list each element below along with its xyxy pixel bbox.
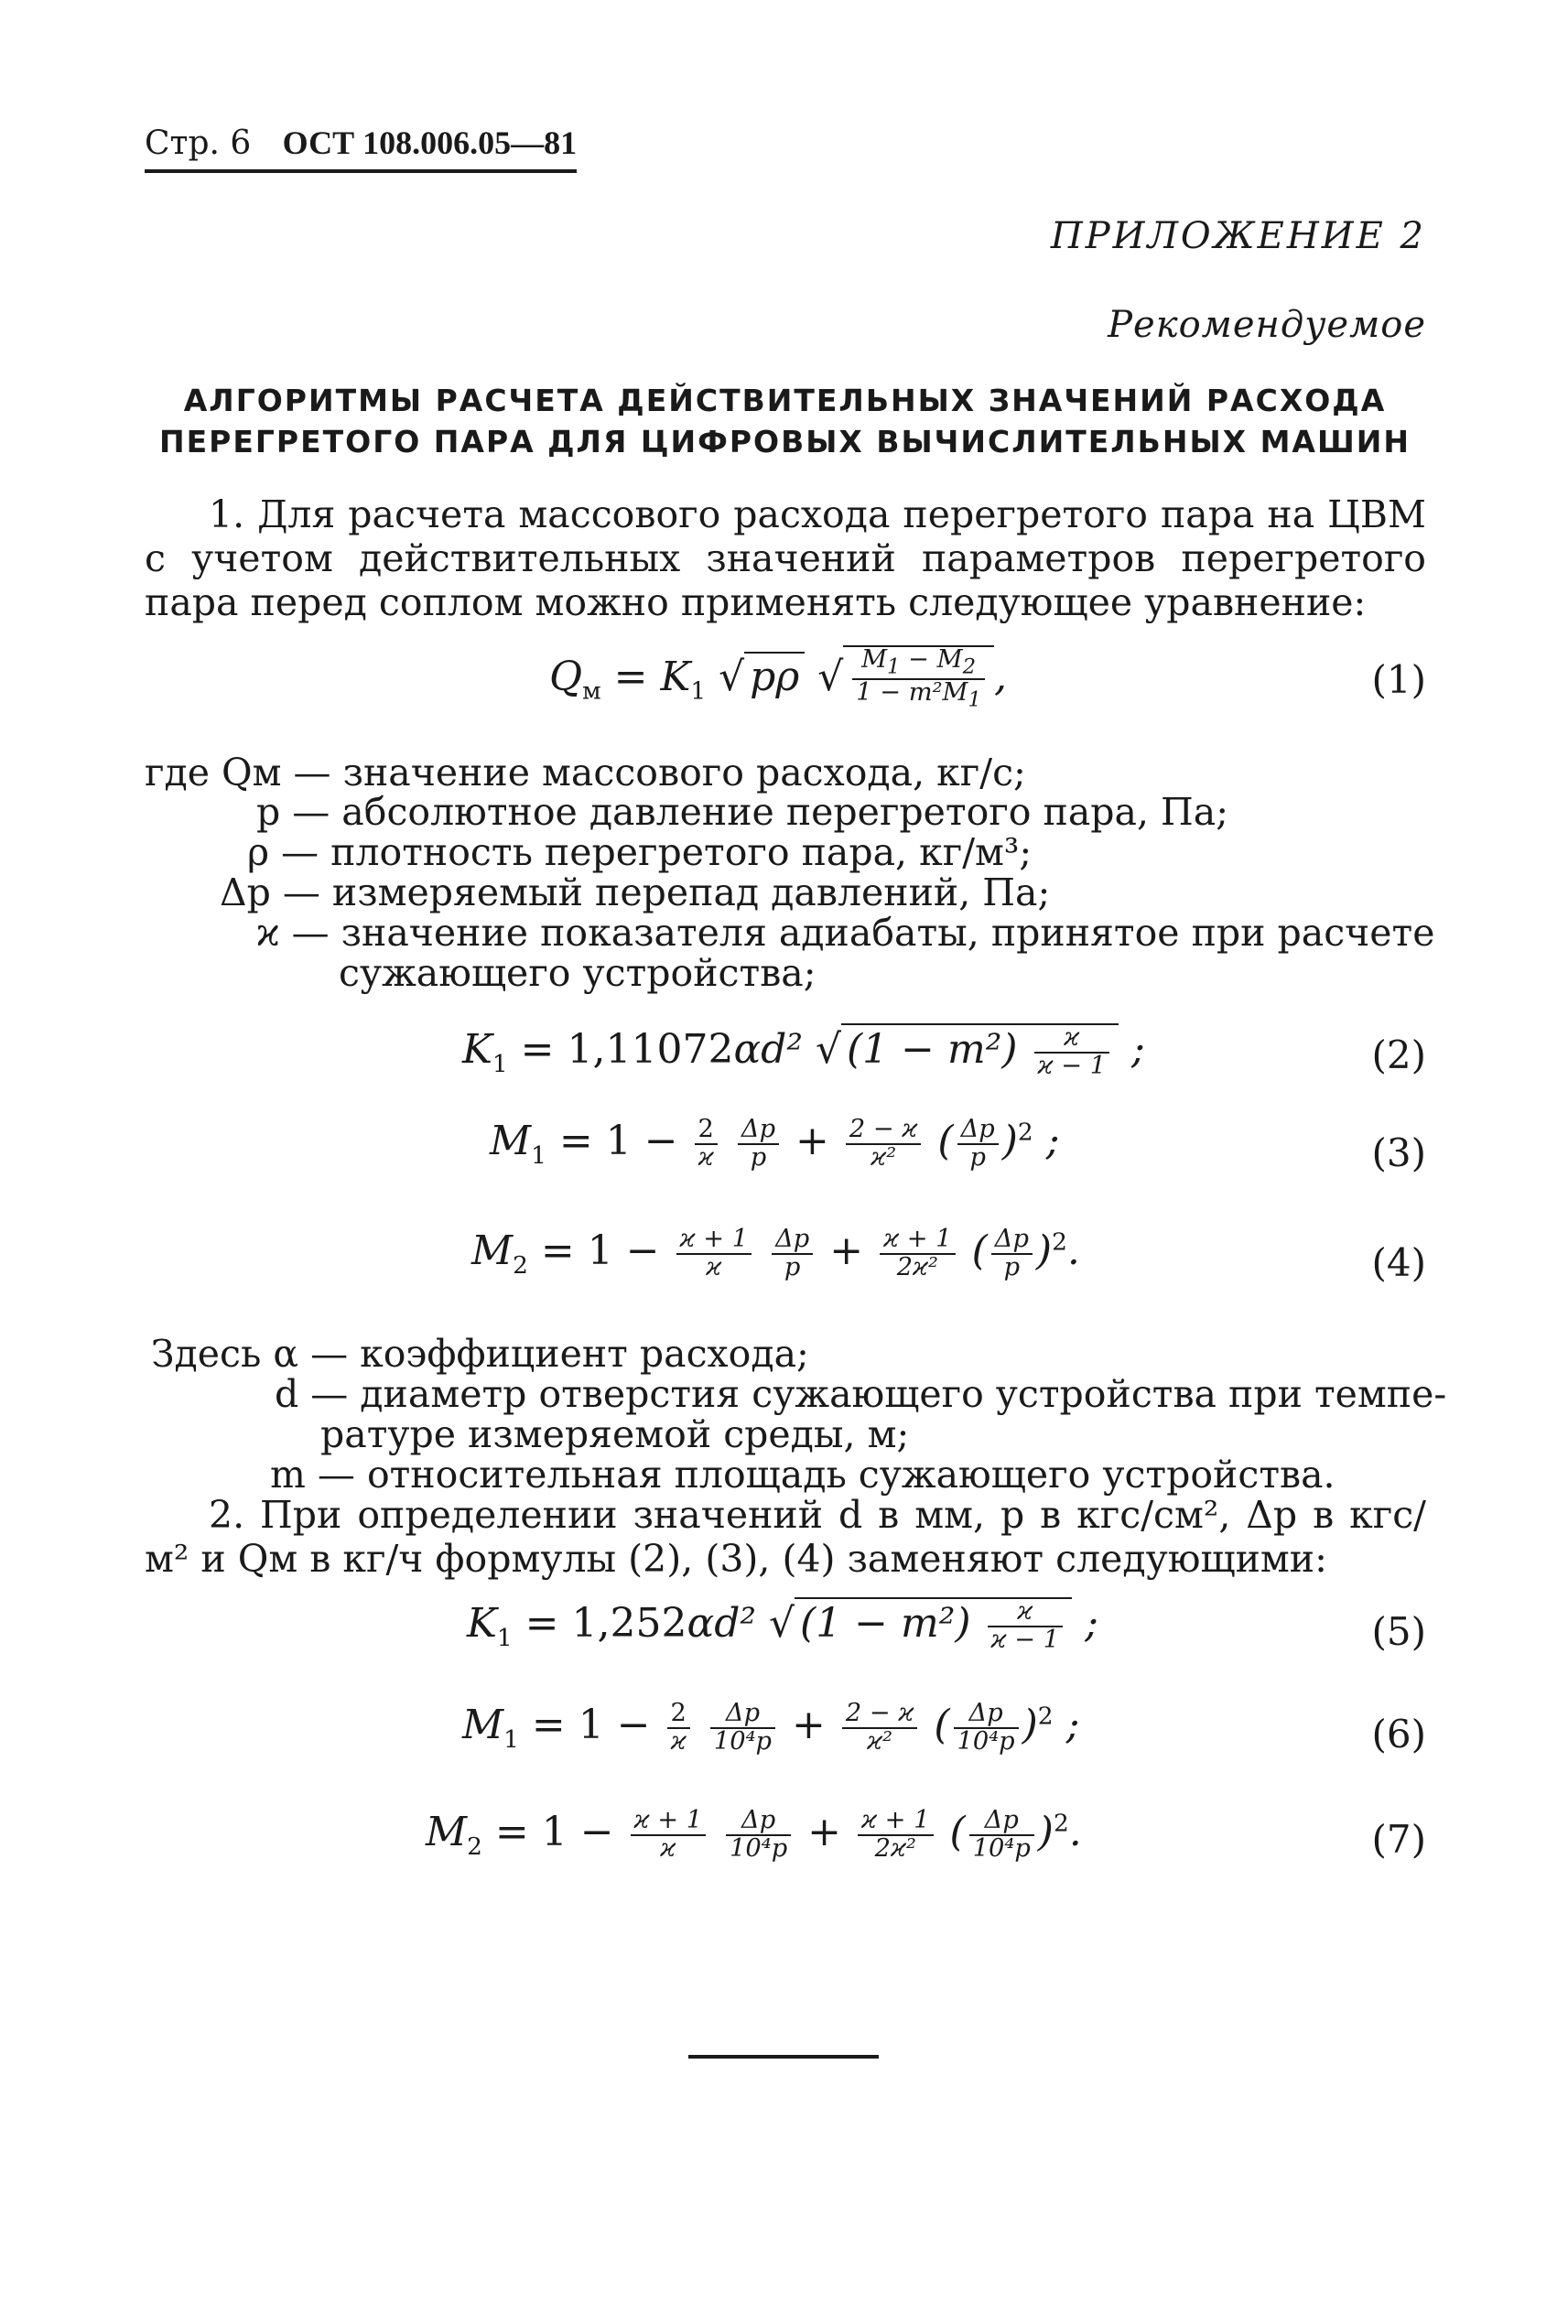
def-alpha: Здесь α — коэффициент расхода;: [151, 1332, 809, 1376]
equation-5-number: (5): [1371, 1609, 1426, 1654]
page-number: Стр. 6: [145, 124, 252, 162]
equation-6: $M_1 = 1$ − $\frac{2}{ϰ}$ $\frac{\Delta p}{\text{10⁴p}}$ + $\frac{2 - ϰ}{\text{ϰ²}}$ ( $\frac{\Delta p}{\text{10⁴p}}$ )$^2$ ;: [462, 1699, 1080, 1756]
equation-3: $M_1 = 1$ − $\frac{2}{ϰ}$ $\frac{\Delta p}{p}$ + $\frac{2 - ϰ}{\text{ϰ²}}$ ( $\frac{\Delta p}{p}$ )$^2$ ;: [490, 1115, 1060, 1172]
def-dp: Δp — измеряемый перепад давлений, Па;: [220, 870, 1051, 914]
equation-1: $Q_м = K_1$ √ pρ √ $\frac{M_1 - M_2}{1 - m^2M_1}$ ,: [549, 645, 1007, 712]
def-rho: ρ — плотность перегретого пара, кг/м³;: [247, 830, 1033, 874]
equation-2-number: (2): [1371, 1032, 1426, 1077]
def-d: d — диаметр отверстия сужающего устройства при темпе-: [275, 1372, 1447, 1416]
equation-2: $K_1 = 1,11072\alpha d^2$ √ (1 − m²) $\frac{ϰ}{ϰ - 1}$ ;: [462, 1023, 1145, 1080]
equation-6-number: (6): [1371, 1712, 1426, 1757]
title-line-2: ПЕРЕГРЕТОГО ПАРА ДЛЯ ЦИФРОВЫХ ВЫЧИСЛИТЕЛЬНЫХ МАШИН: [159, 424, 1411, 459]
def-qm: где Qм — значение массового расхода, кг/с;: [145, 751, 1026, 794]
equation-7: $M_2 = 1$ − $\frac{ϰ + 1}{ϰ}$ $\frac{\Delta p}{\text{10⁴p}}$ + $\frac{ϰ + 1}{\text{2ϰ²}}$ ( $\frac{\Delta p}{\text{10⁴p}}$ )$^2$.: [426, 1806, 1082, 1863]
end-divider: [688, 2055, 879, 2059]
def-d-cont: ратуре измеряемой среды, м;: [320, 1412, 910, 1456]
page-header: [145, 124, 577, 162]
equation-4: $M_2 = 1$ − $\frac{ϰ + 1}{ϰ}$ $\frac{\Delta p}{p}$ + $\frac{ϰ + 1}{\text{2ϰ²}}$ ( $\frac{\Delta p}{p}$ )$^2$.: [471, 1225, 1080, 1281]
equation-4-number: (4): [1371, 1240, 1426, 1285]
equation-5: $K_1 = 1,252\alpha d^2$ √ (1 − m²) $\frac{ϰ}{ϰ - 1}$ ;: [467, 1597, 1098, 1654]
standard-code: ОСТ 108.006.05—81: [282, 124, 578, 161]
header-underline: [145, 169, 577, 173]
status-label: Рекомендуемое: [1108, 304, 1426, 346]
paragraph-1: 1. Для расчета массового расхода перегретого пара на ЦВМ с учетом действительных значений параметров перегретого пара перед соплом можно применять следующее уравнение:: [145, 492, 1426, 624]
equation-7-number: (7): [1371, 1817, 1426, 1862]
def-p: p — абсолютное давление перегретого пара, Па;: [256, 790, 1229, 834]
appendix-label: ПРИЛОЖЕНИЕ 2: [1050, 215, 1426, 257]
def-m: m — относительная площадь сужающего устройства.: [270, 1453, 1336, 1497]
def-kappa: ϰ — значение показателя адиабаты, принятое при расчете: [256, 911, 1435, 955]
title-line-1: АЛГОРИТМЫ РАСЧЕТА ДЕЙСТВИТЕЛЬНЫХ ЗНАЧЕНИЙ РАСХОДА: [183, 383, 1387, 418]
def-kappa-cont: сужающего устройства;: [339, 951, 816, 995]
paragraph-2: 2. При определении значений d в мм, p в кгс/см², Δp в кгс/м² и Qм в кг/ч формулы (2), (3), (4) заменяют следующими:: [145, 1493, 1426, 1581]
equation-3-number: (3): [1371, 1130, 1426, 1175]
equation-1-number: (1): [1371, 657, 1426, 702]
